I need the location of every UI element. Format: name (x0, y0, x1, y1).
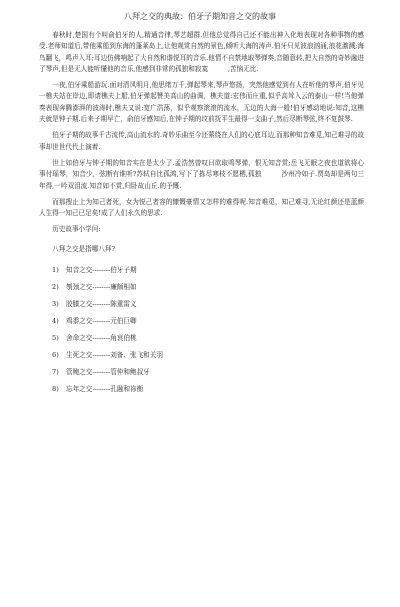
list-item (39, 364, 364, 381)
list-number: 3) (52, 299, 59, 308)
list-text: 舍命之交--------角哀伯桃 (66, 333, 137, 342)
list-text: 胶膝之交--------陈重雷义 (66, 299, 137, 308)
list-text: 鸡黍之交--------元伯巨卿 (66, 316, 137, 325)
section-label: 历史故事小学问: (52, 225, 101, 234)
list-number: 8) (52, 384, 59, 393)
list-number: 1) (52, 265, 59, 274)
paragraph-1: 春秋时,楚国有个叫俞伯牙的人,精通音律,琴艺超群.但他总觉得自己还不能出神入化地表现对各种事物的感受.老师知道后,带他乘船到东海的蓬莱岛上,让他观赏自然的景色,倾听大海的涛声.伯牙只见波浪汹涌,浪花激溅;海鸟翻飞，鸣声入耳;耳边仿佛响起了大自然和谐悦耳的音乐.他情不自禁地取琴弹奏,音随意转,把大自然的奇妙融进了琴声,但是无人能听懂他的音乐,他感到非常的孤独和寂寞 ,苦恼无比. (39, 31, 365, 73)
paragraph-5: 而那搜止上为知己者死，女为悦己者容的慷慨豪情又怎样的难得呢.知音难觅，知己难寻,无论红颜还是蓝颜人生得一知己已足矣!成了人们永久的思求. (39, 197, 364, 218)
list-item (39, 313, 364, 330)
list-item (39, 330, 364, 347)
question-heading: 八拜之交是指哪八拜? (52, 244, 116, 253)
list-item (39, 262, 364, 279)
list-item (39, 381, 364, 398)
list-number: 5) (52, 333, 59, 342)
document-title: 八拜之交的典故：伯牙子期知音之交的故事 (124, 12, 276, 21)
paragraph-2: 一夜,伯牙乘船游玩.面对清风明月,他思绪万千,弹起琴来,琴声悠扬，突然他感觉到有人在听他的琴声,伯牙见一樵夫站在岸边,即请樵夫上船,伯牙弹起赞美高山的曲调，樵夫道:宏伟而庄重,似乎高耸入云的泰山一样!当他弹奏表现奔腾澎湃的波涛时,樵夫又说:宽广浩荡，似乎观察滚滚的流水，无边的大海一般!伯牙感动地说:知音,这樵夫就是钟子期.后来子期早亡，俞伯牙感知后,在钟子期的坟前抚平生最得一支曲子,然后尽断琴弦,终不复鼓琴. (39, 81, 364, 124)
list-item (39, 296, 364, 313)
list-item (39, 347, 364, 364)
list-number: 2) (52, 282, 59, 291)
list-text: 知音之交--------伯牙子期 (66, 265, 137, 274)
list-item (39, 279, 364, 296)
paragraph-3: 伯牙子期的故事千古流传,高山流水的.奇妙乐曲至今还萦绕在人们的心底耳边,而那种知音难觅,知己难寻的故事却世世代代上演着. (39, 131, 364, 151)
list-text: 忘年之交--------孔融和祢衡 (66, 384, 144, 393)
friendship-list (39, 262, 364, 398)
list-number: 4) (52, 316, 59, 325)
document-body (39, 30, 364, 398)
list-number: 6) (52, 350, 59, 359)
list-number: 7) (52, 367, 59, 376)
paragraph-4: 世上如伯牙与钟子期的知音实在是太少了.孟浩然曾叹曰欲取鸣琴弹，恨无知音赏;岳飞无眠之夜也道欲将心事付瑶琴，知音少，弦断有谁听?苏轼自比孤鸿,写下了拣尽寒枝不愿栖,孤独 沙州冷如子.贾岛却是两句三年得,一吟双泪流.知音如不赏,归卧故山丘.的予慨. (39, 158, 364, 190)
list-text: 生死之交--------刘备、张飞和关羽 (66, 350, 163, 359)
list-text: 管鲍之交--------管仲和鲍叔牙 (66, 367, 150, 376)
list-text: 刎颈之交--------廉颇相如 (66, 282, 137, 291)
